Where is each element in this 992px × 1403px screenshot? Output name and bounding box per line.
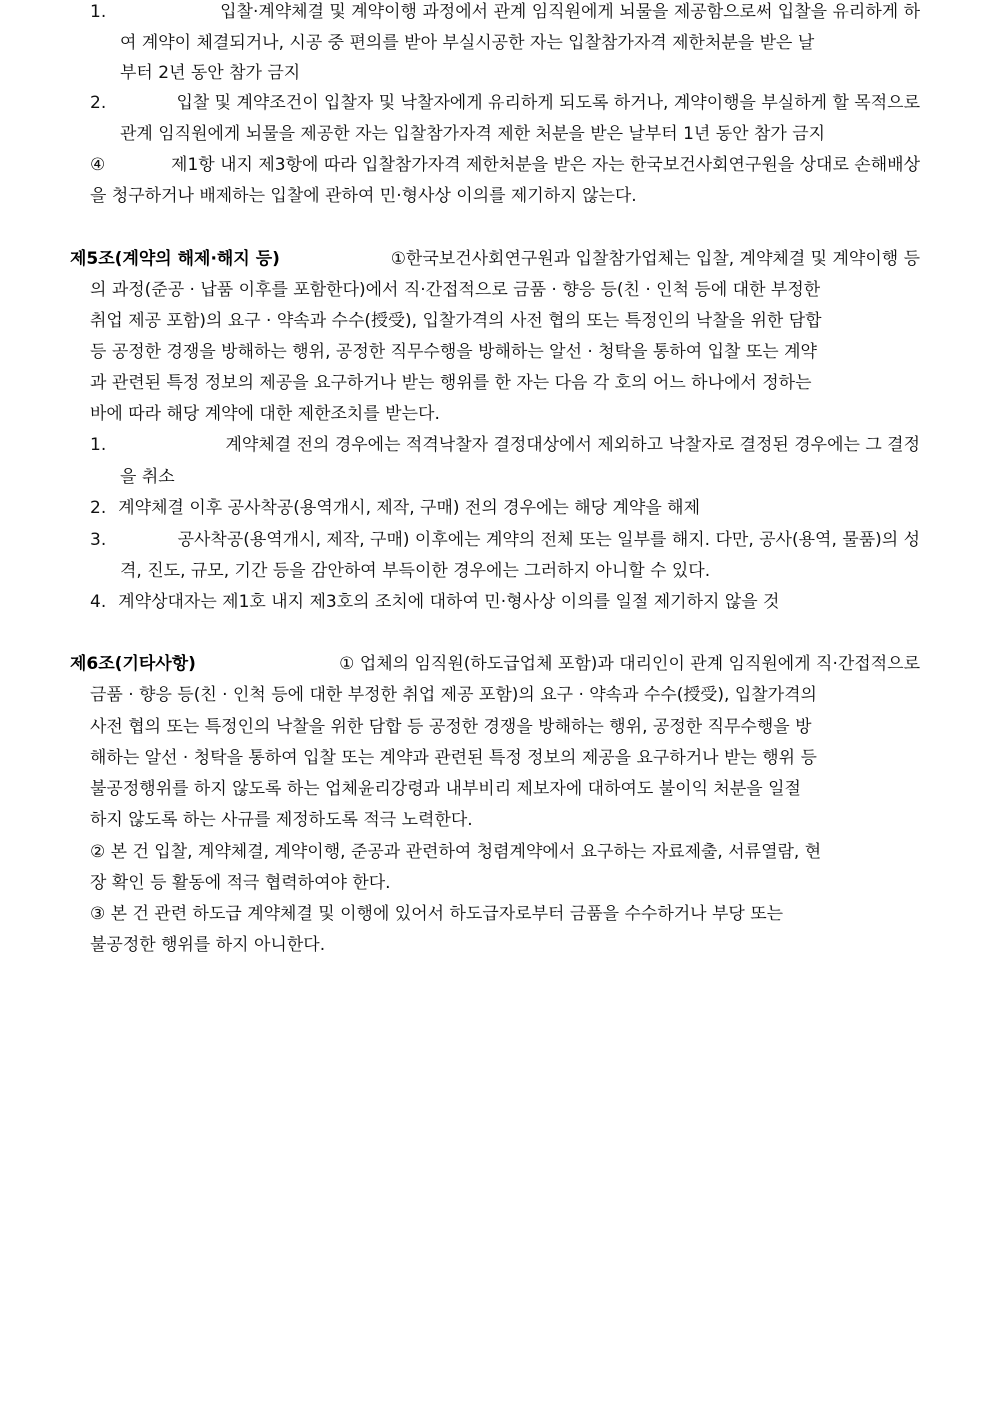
article-heading-line bbox=[0, 244, 920, 275]
article-line bbox=[0, 399, 920, 430]
item-line bbox=[0, 88, 920, 119]
paragraph-text: 을 청구하거나 배제하는 입찰에 관하여 민·형사상 이의를 제기하지 않는다. bbox=[90, 186, 637, 206]
paragraph-line bbox=[0, 868, 920, 899]
item-line bbox=[0, 0, 920, 28]
item-number: 2. bbox=[90, 93, 107, 113]
article-text: 금품 · 향응 등(친 · 인척 등에 대한 부정한 취업 제공 포함)의 요구 · 약속과 수수(授受), 입찰가격의 bbox=[90, 685, 817, 705]
item-number: 3. bbox=[90, 530, 107, 550]
item-text: 계약체결 이후 공사착공(용역개시, 제작, 구매) 전의 경우에는 해당 계약을 해제 bbox=[118, 498, 701, 518]
article-heading: 제6조(기타사항) bbox=[70, 654, 196, 674]
article-text: 과 관련된 특정 정보의 제공을 요구하거나 받는 행위를 한 자는 다음 각 호의 어느 하나에서 정하는 bbox=[90, 373, 812, 393]
article-line bbox=[0, 680, 920, 711]
paragraph-line bbox=[0, 899, 920, 930]
article-heading: 제5조(계약의 해제·해지 등) bbox=[70, 249, 280, 269]
item-line bbox=[0, 525, 920, 556]
item-line bbox=[0, 587, 920, 618]
paragraph-line bbox=[0, 150, 920, 181]
paragraph-text: ② 본 건 입찰, 계약체결, 계약이행, 준공과 관련하여 청렴계약에서 요구하는 자료제출, 서류열람, 현 bbox=[90, 842, 822, 862]
item-text: 입찰 및 계약조건이 입찰자 및 낙찰자에게 유리하게 되도록 하거나, 계약이행을 부실하게 할 목적으로 bbox=[176, 93, 920, 113]
paragraph-line bbox=[0, 181, 920, 212]
article-line bbox=[0, 774, 920, 805]
item-text: 을 취소 bbox=[120, 467, 175, 487]
item-text: 계약체결 전의 경우에는 적격낙찰자 결정대상에서 제외하고 낙찰자로 결정된 경우에는 그 결정 bbox=[225, 435, 920, 455]
item-number: 1. bbox=[90, 435, 107, 455]
article-line bbox=[0, 275, 920, 306]
article-line bbox=[0, 712, 920, 743]
item-number: 1. bbox=[90, 2, 107, 22]
item-line bbox=[0, 28, 920, 59]
item-text: 입찰·계약체결 및 계약이행 과정에서 관계 임직원에게 뇌물을 제공함으로써 입찰을 유리하게 하 bbox=[220, 2, 920, 22]
item-line bbox=[0, 58, 920, 89]
item-number: 4. bbox=[90, 592, 107, 612]
article-heading-line bbox=[0, 649, 920, 680]
article-line bbox=[0, 805, 920, 836]
item-text: 부터 2년 동안 참가 금지 bbox=[120, 63, 301, 83]
article-line bbox=[0, 337, 920, 368]
paragraph-line bbox=[0, 837, 920, 868]
article-line bbox=[0, 306, 920, 337]
paragraph-text: ③ 본 건 관련 하도급 계약체결 및 이행에 있어서 하도급자로부터 금품을 수수하거나 부당 또는 bbox=[90, 904, 784, 924]
item-line bbox=[0, 493, 920, 524]
article-line bbox=[0, 743, 920, 774]
item-line bbox=[0, 556, 920, 587]
article-text: 불공정행위를 하지 않도록 하는 업체윤리강령과 내부비리 제보자에 대하여도 불이익 처분을 일절 bbox=[90, 779, 801, 799]
paragraph-text: 제1항 내지 제3항에 따라 입찰참가자격 제한처분을 받은 자는 한국보건사회연구원을 상대로 손해배상 bbox=[171, 155, 920, 175]
item-text: 공사착공(용역개시, 제작, 구매) 이후에는 계약의 전체 또는 일부를 해지. 다만, 공사(용역, 물품)의 성 bbox=[177, 530, 920, 550]
paragraph-text: 장 확인 등 활동에 적극 협력하여야 한다. bbox=[90, 873, 391, 893]
item-text: 계약상대자는 제1호 내지 제3호의 조치에 대하여 민·형사상 이의를 일절 제기하지 않을 것 bbox=[118, 592, 780, 612]
article-text: 의 과정(준공 · 납품 이후를 포함한다)에서 직·간접적으로 금품 · 향응 등(친 · 인척 등에 대한 부정한 bbox=[90, 280, 821, 300]
paragraph-line bbox=[0, 930, 920, 961]
item-line bbox=[0, 462, 920, 493]
article-text: ①한국보건사회연구원과 입찰참가업체는 입찰, 계약체결 및 계약이행 등 bbox=[390, 249, 920, 269]
article-text: 바에 따라 해당 계약에 대한 제한조치를 받는다. bbox=[90, 404, 440, 424]
item-text: 격, 진도, 규모, 기간 등을 감안하여 부득이한 경우에는 그러하지 아니할 수 있다. bbox=[120, 561, 711, 581]
article-text: 해하는 알선 · 청탁을 통하여 입찰 또는 계약과 관련된 특정 정보의 제공을 요구하거나 받는 행위 등 bbox=[90, 748, 817, 768]
paragraph-marker: ④ bbox=[90, 155, 106, 175]
article-text: 사전 협의 또는 특정인의 낙찰을 위한 담합 등 공정한 경쟁을 방해하는 행위, 공정한 직무수행을 방 bbox=[90, 717, 812, 737]
item-line bbox=[0, 430, 920, 461]
article-text: 취업 제공 포함)의 요구 · 약속과 수수(授受), 입찰가격의 사전 협의 또는 특정인의 낙찰을 위한 담합 bbox=[90, 311, 822, 331]
item-number: 2. bbox=[90, 498, 107, 518]
article-text: ① 업체의 임직원(하도급업체 포함)과 대리인이 관계 임직원에게 직·간접적으로 bbox=[339, 654, 920, 674]
item-text: 여 계약이 체결되거나, 시공 중 편의를 받아 부실시공한 자는 입찰참가자격 제한처분을 받은 날 bbox=[120, 33, 815, 53]
article-line bbox=[0, 368, 920, 399]
article-text: 등 공정한 경쟁을 방해하는 행위, 공정한 직무수행을 방해하는 알선 · 청탁을 통하여 입찰 또는 계약 bbox=[90, 342, 817, 362]
article-text: 하지 않도록 하는 사규를 제정하도록 적극 노력한다. bbox=[90, 810, 473, 830]
paragraph-text: 불공정한 행위를 하지 아니한다. bbox=[90, 935, 326, 955]
item-line bbox=[0, 119, 920, 150]
item-text: 관계 임직원에게 뇌물을 제공한 자는 입찰참가자격 제한 처분을 받은 날부터 1년 동안 참가 금지 bbox=[120, 124, 826, 144]
